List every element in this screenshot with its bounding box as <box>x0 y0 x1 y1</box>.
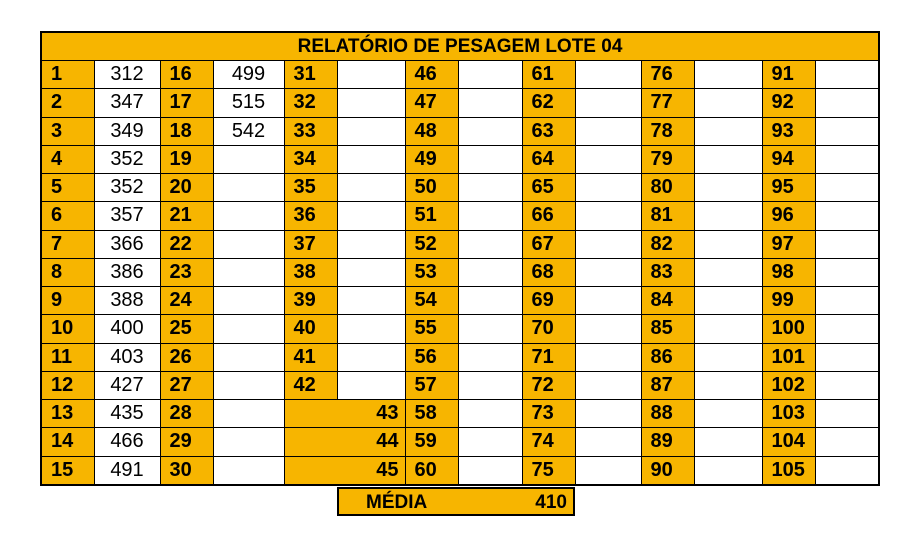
entry-weight <box>458 371 522 399</box>
table-row <box>41 400 879 428</box>
entry-number: 70 <box>522 315 575 343</box>
entry-number: 10 <box>41 315 94 343</box>
entry-number: 89 <box>641 428 694 456</box>
entry-number: 19 <box>160 145 213 173</box>
entry-weight <box>337 117 405 145</box>
entry-number: 79 <box>641 145 694 173</box>
entry-number: 27 <box>160 371 213 399</box>
entry-number: 5 <box>41 174 94 202</box>
entry-number: 50 <box>405 174 458 202</box>
entry-number: 7 <box>41 230 94 258</box>
entry-weight <box>694 315 762 343</box>
entry-weight <box>694 202 762 230</box>
entry-number: 3 <box>41 117 94 145</box>
entry-number: 53 <box>405 258 458 286</box>
table-row <box>41 371 879 399</box>
entry-number: 60 <box>405 456 458 485</box>
entry-weight <box>575 371 641 399</box>
entry-weight <box>213 258 284 286</box>
entry-weight <box>458 89 522 117</box>
entry-weight <box>458 202 522 230</box>
entry-weight <box>213 287 284 315</box>
entry-weight: 357 <box>94 202 160 230</box>
entry-number: 104 <box>762 428 815 456</box>
entry-weight <box>337 371 405 399</box>
entry-number: 74 <box>522 428 575 456</box>
entry-number: 40 <box>284 315 337 343</box>
entry-weight <box>575 230 641 258</box>
entry-weight: 491 <box>94 456 160 485</box>
entry-weight: 400 <box>94 315 160 343</box>
entry-number: 68 <box>522 258 575 286</box>
entry-number: 43 <box>284 400 405 428</box>
table-row <box>41 145 879 173</box>
entry-number: 49 <box>405 145 458 173</box>
entry-number: 25 <box>160 315 213 343</box>
entry-number: 55 <box>405 315 458 343</box>
entry-weight <box>575 315 641 343</box>
entry-number: 9 <box>41 287 94 315</box>
entry-number: 87 <box>641 371 694 399</box>
entry-number: 38 <box>284 258 337 286</box>
entry-number: 93 <box>762 117 815 145</box>
entry-weight <box>815 343 879 371</box>
entry-number: 33 <box>284 117 337 145</box>
entry-number: 37 <box>284 230 337 258</box>
entry-number: 30 <box>160 456 213 485</box>
entry-number: 8 <box>41 258 94 286</box>
entry-weight: 542 <box>213 117 284 145</box>
entry-weight <box>458 145 522 173</box>
entry-weight <box>694 371 762 399</box>
average-value: 410 <box>535 492 567 513</box>
entry-number: 67 <box>522 230 575 258</box>
entry-weight <box>337 258 405 286</box>
entry-weight <box>213 315 284 343</box>
entry-weight <box>458 428 522 456</box>
entry-weight <box>458 117 522 145</box>
entry-number: 51 <box>405 202 458 230</box>
entry-weight <box>815 230 879 258</box>
entry-number: 65 <box>522 174 575 202</box>
entry-weight <box>213 145 284 173</box>
table-row <box>41 258 879 286</box>
entry-number: 15 <box>41 456 94 485</box>
entry-weight <box>575 456 641 485</box>
entry-weight <box>337 230 405 258</box>
entry-number: 6 <box>41 202 94 230</box>
entry-number: 48 <box>405 117 458 145</box>
entry-weight <box>337 89 405 117</box>
entry-weight: 366 <box>94 230 160 258</box>
entry-weight <box>694 456 762 485</box>
entry-number: 99 <box>762 287 815 315</box>
entry-weight <box>575 287 641 315</box>
entry-number: 66 <box>522 202 575 230</box>
weighing-table <box>40 31 880 486</box>
entry-number: 20 <box>160 174 213 202</box>
entry-weight: 386 <box>94 258 160 286</box>
table-row <box>41 428 879 456</box>
entry-weight <box>213 456 284 485</box>
entry-weight <box>694 230 762 258</box>
entry-number: 88 <box>641 400 694 428</box>
average-box <box>337 487 575 516</box>
entry-weight <box>694 428 762 456</box>
entry-number: 56 <box>405 343 458 371</box>
entry-weight <box>575 174 641 202</box>
entry-weight <box>694 61 762 89</box>
entry-weight <box>213 400 284 428</box>
entry-number: 45 <box>284 456 405 485</box>
entry-weight <box>337 145 405 173</box>
report-title: RELATÓRIO DE PESAGEM LOTE 04 <box>41 32 879 61</box>
entry-number: 54 <box>405 287 458 315</box>
entry-number: 26 <box>160 343 213 371</box>
entry-weight <box>213 202 284 230</box>
entry-number: 76 <box>641 61 694 89</box>
entry-number: 41 <box>284 343 337 371</box>
entry-weight: 349 <box>94 117 160 145</box>
entry-number: 39 <box>284 287 337 315</box>
entry-number: 78 <box>641 117 694 145</box>
entry-number: 58 <box>405 400 458 428</box>
entry-weight <box>458 174 522 202</box>
entry-weight <box>815 145 879 173</box>
table-row <box>41 343 879 371</box>
entry-number: 94 <box>762 145 815 173</box>
entry-weight <box>815 371 879 399</box>
entry-weight: 347 <box>94 89 160 117</box>
entry-weight <box>575 117 641 145</box>
entry-number: 98 <box>762 258 815 286</box>
entry-number: 100 <box>762 315 815 343</box>
entry-weight <box>458 315 522 343</box>
weighing-report <box>40 31 880 486</box>
entry-weight <box>575 61 641 89</box>
table-row <box>41 287 879 315</box>
table-row <box>41 202 879 230</box>
entry-weight <box>694 400 762 428</box>
entry-weight <box>694 145 762 173</box>
entry-number: 29 <box>160 428 213 456</box>
entry-weight <box>815 456 879 485</box>
entry-weight <box>815 287 879 315</box>
entry-number: 52 <box>405 230 458 258</box>
entry-weight <box>575 202 641 230</box>
entry-weight: 403 <box>94 343 160 371</box>
entry-number: 22 <box>160 230 213 258</box>
entry-number: 23 <box>160 258 213 286</box>
entry-number: 105 <box>762 456 815 485</box>
entry-number: 85 <box>641 315 694 343</box>
entry-weight <box>213 230 284 258</box>
entry-number: 44 <box>284 428 405 456</box>
entry-weight <box>815 174 879 202</box>
entry-number: 71 <box>522 343 575 371</box>
entry-weight: 352 <box>94 145 160 173</box>
entry-number: 12 <box>41 371 94 399</box>
entry-number: 92 <box>762 89 815 117</box>
entry-number: 102 <box>762 371 815 399</box>
table-row <box>41 61 879 89</box>
entry-number: 28 <box>160 400 213 428</box>
entry-number: 81 <box>641 202 694 230</box>
entry-number: 82 <box>641 230 694 258</box>
entry-number: 95 <box>762 174 815 202</box>
entry-number: 16 <box>160 61 213 89</box>
entry-weight <box>694 343 762 371</box>
entry-number: 84 <box>641 287 694 315</box>
entry-number: 75 <box>522 456 575 485</box>
entry-weight <box>213 343 284 371</box>
entry-number: 21 <box>160 202 213 230</box>
entry-number: 31 <box>284 61 337 89</box>
entry-number: 86 <box>641 343 694 371</box>
table-row <box>41 315 879 343</box>
entry-number: 34 <box>284 145 337 173</box>
entry-weight <box>337 202 405 230</box>
entry-weight <box>575 428 641 456</box>
entry-number: 101 <box>762 343 815 371</box>
table-row <box>41 456 879 485</box>
entry-weight: 388 <box>94 287 160 315</box>
entry-weight: 312 <box>94 61 160 89</box>
entry-number: 57 <box>405 371 458 399</box>
entry-weight <box>815 428 879 456</box>
entry-weight: 427 <box>94 371 160 399</box>
entry-weight <box>815 315 879 343</box>
entry-number: 73 <box>522 400 575 428</box>
entry-weight <box>337 174 405 202</box>
entry-weight <box>815 258 879 286</box>
entry-weight: 435 <box>94 400 160 428</box>
entry-weight: 466 <box>94 428 160 456</box>
entry-number: 62 <box>522 89 575 117</box>
entry-weight <box>694 89 762 117</box>
entry-weight <box>337 287 405 315</box>
entry-weight <box>575 400 641 428</box>
entry-number: 14 <box>41 428 94 456</box>
entry-number: 90 <box>641 456 694 485</box>
entry-number: 2 <box>41 89 94 117</box>
entry-weight <box>815 117 879 145</box>
entry-number: 36 <box>284 202 337 230</box>
entry-weight <box>458 258 522 286</box>
entry-weight <box>694 117 762 145</box>
entry-number: 32 <box>284 89 337 117</box>
entry-weight <box>575 89 641 117</box>
table-row <box>41 117 879 145</box>
entry-weight <box>575 343 641 371</box>
entry-weight: 352 <box>94 174 160 202</box>
entry-number: 1 <box>41 61 94 89</box>
entry-number: 46 <box>405 61 458 89</box>
entry-weight <box>815 400 879 428</box>
entry-number: 64 <box>522 145 575 173</box>
entry-number: 24 <box>160 287 213 315</box>
entry-number: 59 <box>405 428 458 456</box>
entry-number: 103 <box>762 400 815 428</box>
entry-weight <box>458 400 522 428</box>
entry-number: 61 <box>522 61 575 89</box>
entry-number: 11 <box>41 343 94 371</box>
entry-weight <box>694 258 762 286</box>
entry-weight <box>213 174 284 202</box>
entry-weight <box>575 145 641 173</box>
entry-number: 77 <box>641 89 694 117</box>
entry-number: 72 <box>522 371 575 399</box>
entry-weight <box>458 230 522 258</box>
entry-weight: 515 <box>213 89 284 117</box>
entry-weight <box>337 61 405 89</box>
entry-weight <box>337 315 405 343</box>
entry-weight: 499 <box>213 61 284 89</box>
entry-number: 42 <box>284 371 337 399</box>
entry-weight <box>337 343 405 371</box>
entry-weight <box>815 89 879 117</box>
entry-number: 4 <box>41 145 94 173</box>
table-row <box>41 89 879 117</box>
entry-number: 13 <box>41 400 94 428</box>
entry-number: 97 <box>762 230 815 258</box>
table-row <box>41 174 879 202</box>
entry-weight <box>815 202 879 230</box>
entry-weight <box>458 287 522 315</box>
entry-number: 35 <box>284 174 337 202</box>
entry-weight <box>213 428 284 456</box>
entry-number: 83 <box>641 258 694 286</box>
entry-number: 47 <box>405 89 458 117</box>
entry-number: 80 <box>641 174 694 202</box>
entry-weight <box>458 456 522 485</box>
entry-number: 18 <box>160 117 213 145</box>
entry-weight <box>815 61 879 89</box>
table-row <box>41 230 879 258</box>
entry-weight <box>694 287 762 315</box>
entry-weight <box>694 174 762 202</box>
entry-number: 17 <box>160 89 213 117</box>
entry-weight <box>213 371 284 399</box>
entry-weight <box>575 258 641 286</box>
entry-weight <box>458 343 522 371</box>
entry-number: 63 <box>522 117 575 145</box>
entry-number: 91 <box>762 61 815 89</box>
title-row <box>41 32 879 61</box>
entry-number: 96 <box>762 202 815 230</box>
entry-number: 69 <box>522 287 575 315</box>
entry-weight <box>458 61 522 89</box>
average-label: MÉDIA <box>366 492 428 513</box>
